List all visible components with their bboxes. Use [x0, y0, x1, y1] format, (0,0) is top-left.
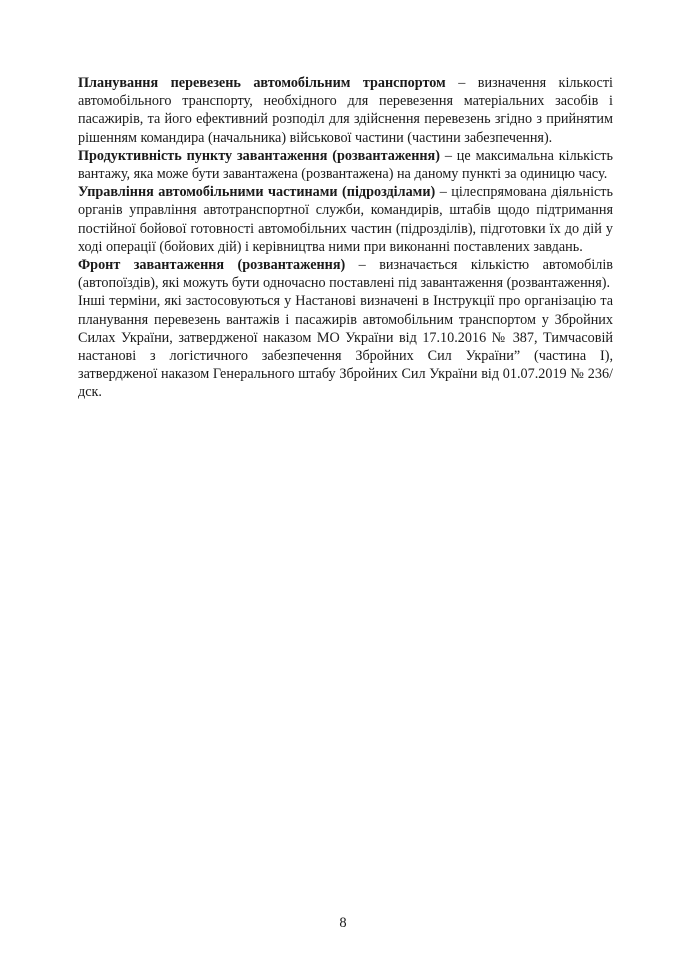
page-number: 8 [339, 915, 347, 931]
definition-loading-point-productivity: – це максимальна кількість вантажу, яка може бути завантажена (розвантажена) на даному пункті за одиницю часу. [78, 147, 613, 183]
term-transport-planning: Планування перевезень автомобільним транспортом [78, 75, 446, 91]
paragraph-other-terms [78, 292, 613, 401]
term-units-management: Управління автомобільними частинами (підрозділами) [78, 184, 436, 201]
document-body [78, 74, 613, 402]
paragraph-loading-point-productivity [78, 147, 613, 183]
term-loading-point-productivity: Продуктивність пункту завантаження (розвантаження) [78, 147, 440, 164]
paragraph-units-management [78, 183, 613, 256]
term-loading-front: Фронт завантаження (розвантаження) [78, 257, 346, 274]
definition-loading-front: – визначається кількістю автомобілів (автопоїздів), які можуть бути одночасно поставлені під завантаження (розвантаження). [78, 257, 614, 292]
other-terms-text: Інші терміни, які застосовуються у Настанові визначені в Інструкції про організацію та планування перевезень вантажів і пасажирів автомобільним транспортом у Збройних Силах України, затвердженої наказом МО України від 17.10.2016 № 387, Тимчасовій настанові з логістичного забезпечення Збройних Сил України” (частина І), затвердженої наказом Генерального штабу Збройних Сил України від 01.07.2019 № 236/дск. [78, 293, 613, 401]
definition-transport-planning: – визначення кількості автомобільного транспорту, необхідного для перевезення матеріальних засобів і пасажирів, та його ефективний розподіл для здійснення перевезень згідно з прийнятим рішенням командира (начальника) військової частини (частини забезпечення). [78, 75, 613, 146]
definition-units-management: – цілеспрямована діяльність органів управління автотранспортної служби, командирів, штабів щодо підтримання постійної бойової готовності автомобільних частин (підрозділів), підготовки їх до дій у ході операції (бойових дій) і керівництва ними при виконанні поставлених завдань. [78, 184, 613, 255]
paragraph-transport-planning [78, 74, 613, 147]
paragraph-loading-front [78, 256, 613, 292]
